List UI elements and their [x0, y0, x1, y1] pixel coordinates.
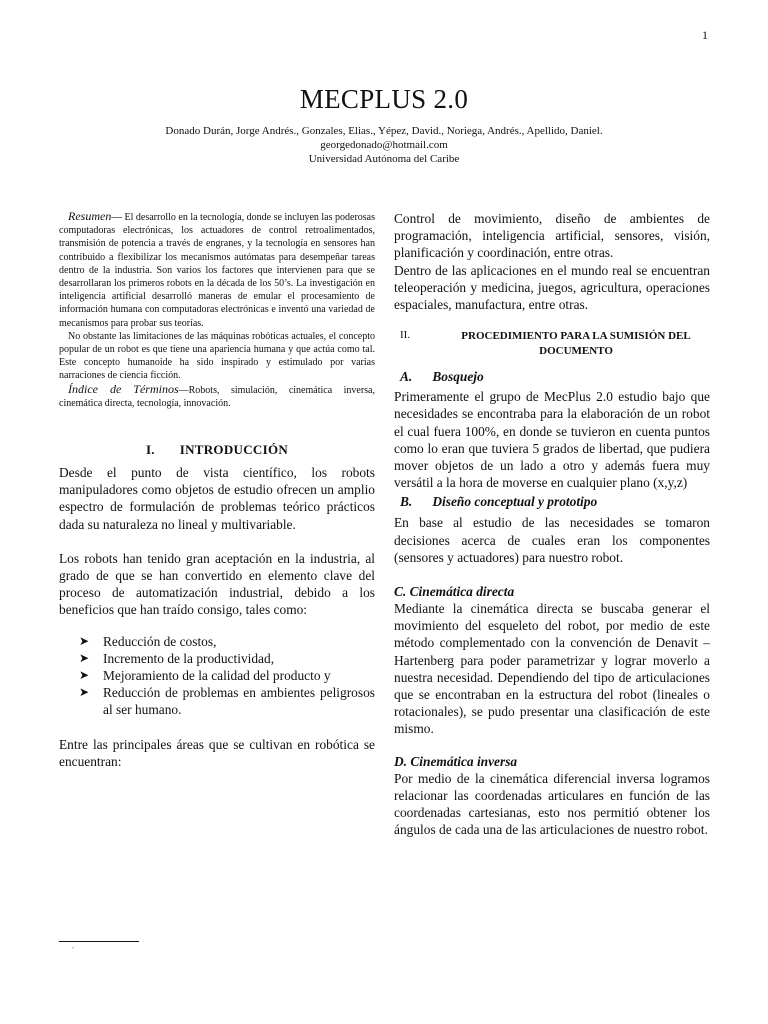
abstract-text: El desarrollo en la tecnología, donde se incluyen las poderosas computadoras electrónicas, los actuadores de control retroalimentados, transmisión de potencia a través de engranes, y la tecnología en sensores han contribuido a flexibilizar los mecanismos autómatas para desempeñar tareas dentro de la industria. Son varios los factores que intervienen para que se desarrollaran los primeros robots en la década de los 50’s. La investigación en inteligencia artificial desarrolló maneras de emular el procesamiento de información humana con computadoras electrónicas e inventó una variedad de mecanismos para probar sus teorías. [59, 212, 375, 329]
list-item: ➤ Reducción de costos, [79, 633, 217, 649]
index-terms [59, 383, 375, 410]
list-item: ➤ Mejoramiento de la calidad del producto y [79, 668, 331, 684]
intro-paragraph-1: Desde el punto de vista científico, los robots manipuladores como objetos de estudio ofrecen un amplio espectro de formulación de problemas teórico prácticos dada su naturaleza no lineal y multivariable. [59, 465, 375, 532]
index-terms-text: —Robots, simulación, cinemática inversa, cinemática directa, tecnología, innovación. [59, 384, 375, 409]
subsection-heading-a: A. Bosquejo [400, 369, 484, 385]
benefits-list [59, 633, 375, 719]
right-column [394, 210, 710, 838]
arrow-bullet-icon: ➤ [79, 650, 90, 665]
abstract-label: Resumen— [68, 209, 122, 223]
author-block [0, 124, 768, 166]
section-heading-procedure [394, 329, 710, 359]
section-heading-intro [59, 442, 375, 458]
subsection-c-text: Mediante la cinemática directa se buscaba generar el movimiento del esqueleto del robot, por medio de este método complementado con la convención de Denavit – Hartenberg para poder parametrizar y lograr moverlo a nuestra necesidad. Dependiendo del tipo de articulaciones que se encontraban en la estructura del robot (lineales o rotacionales), se pudo presentar una clasificación de este mismo. [394, 601, 710, 737]
intro-paragraph-3: Entre las principales áreas que se cultivan en robótica se encuentran: [59, 736, 375, 769]
section-title: PROCEDIMIENTO PARA LA SUMISIÓN DEL DOCUMENTO [461, 330, 691, 358]
list-item: ➤ Incremento de la productividad, [79, 650, 275, 666]
index-terms-label: Índice de Términos [68, 381, 179, 396]
arrow-bullet-icon: ➤ [79, 633, 90, 648]
footnote-divider [59, 941, 139, 942]
subsection-heading-c: C. Cinemática directa [394, 584, 515, 600]
authors: Donado Durán, Jorge Andrés., Gonzales, Elias., Yépez, David., Noriega, Andrés., Apellido, Daniel. [165, 125, 603, 137]
subsection-b-text: En base al estudio de las necesidades se tomaron decisiones acerca de cuales eran los componentes (sensores y actuadores) para nuestro robot. [394, 515, 710, 565]
section-number: II. [400, 329, 411, 342]
affiliation: Universidad Autónoma del Caribe [308, 153, 460, 165]
page-number: 1 [702, 28, 708, 42]
email: georgedonado@hotmail.com [320, 139, 448, 151]
list-item: ➤ Reducción de problemas en ambientes peligrosos al ser humano. [79, 685, 375, 718]
footnote-mark: • [72, 946, 75, 952]
section-title: INTRODUCCIÓN [179, 442, 289, 458]
applications-paragraph: Dentro de las aplicaciones en el mundo real se encuentran teleoperación y medicina, juegos, agricultura, operaciones espaciales, manufactura, entre otras. [394, 262, 710, 313]
subsection-heading-d: D. Cinemática inversa [394, 753, 518, 769]
areas-paragraph: Control de movimiento, diseño de ambientes de programación, inteligencia artificial, sensores, visión, planificación y coordinación, entre otras. [394, 211, 710, 261]
arrow-bullet-icon: ➤ [79, 668, 90, 683]
section-number: I. [145, 442, 155, 458]
abstract-paragraph-2: No obstante las limitaciones de las máquinas robóticas actuales, el concepto popular de un robot es que tiene una apariencia humana y que actúa como tal. Este concepto humanoide ha sido inspirado y estimulado por varias narraciones de ciencia ficción. [59, 330, 375, 382]
paper-title: MECPLUS 2.0 [299, 84, 469, 114]
intro-paragraph-2: Los robots han tenido gran aceptación en la industria, al grado de que se han convertido en elemento clave del proceso de automatización industrial, debido a los beneficios que han traído consigo, tales como: [59, 550, 375, 618]
subsection-heading-b: B. Diseño conceptual y prototipo [400, 494, 598, 510]
subsection-a-text: Primeramente el grupo de MecPlus 2.0 estudio bajo que necesidades se encontraba para la elaboración de un robot el cual fuera 100%, en donde se tuvieron en cuenta puntos como lo eran que tuviera 5 grados de libertad, que pudiera mover objetos de un lado a otro y además fuera muy versátil a la hora de moverse en cualquier plano (x,y,z) [394, 389, 710, 491]
arrow-bullet-icon: ➤ [79, 685, 90, 700]
abstract-paragraph [59, 210, 375, 330]
left-column [59, 210, 375, 770]
subsection-d-text: Por medio de la cinemática diferencial inversa logramos relacionar las coordenadas articulares en función de las coordenadas cartesianas, esto nos permitió obtener los ángulos de cada una de las articulaciones de nuestro robot. [394, 770, 710, 838]
